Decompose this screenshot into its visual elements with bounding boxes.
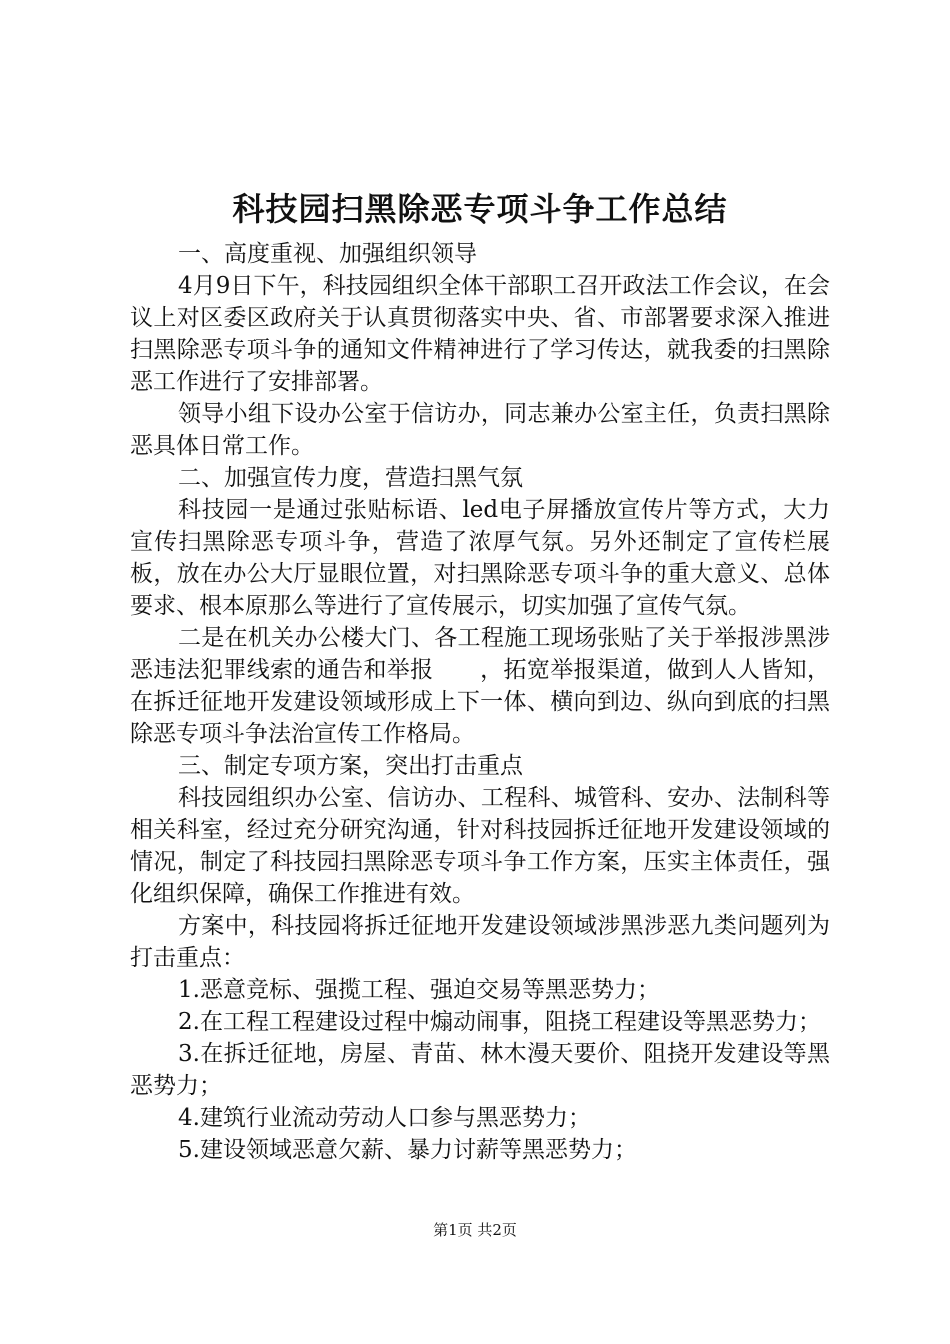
paragraph-focus: 方案中，科技园将拆迁征地开发建设领域涉黑涉恶九类问题列为打击重点： — [130, 913, 830, 971]
page-footer: 第1页 共2页 — [433, 1221, 517, 1239]
paragraph-meeting: 4月9日下午，科技园组织全体干部职工召开政法工作会议，在会议上对区委区政府关于认真贯彻落实中央、省、市部署要求深入推进扫黑除恶专项斗争的通知文件精神进行了学习传达，就我委的扫黑除恶工作进行了安排部署。 — [130, 273, 830, 395]
list-item-2: 2.在工程工程建设过程中煽动闹事，阻挠工程建设等黑恶势力； — [178, 1009, 821, 1035]
paragraph-publicity-2: 二是在机关办公楼大门、各工程施工现场张贴了关于举报涉黑涉恶违法犯罪线索的通告和举报 ，拓宽举报渠道，做到人人皆知，在拆迁征地开发建设领域形成上下一体、横向到边、纵向到底的扫黑除恶专项斗争法治宣传工作格局。 — [130, 625, 830, 747]
section-heading-1: 一、高度重视、加强组织领导 — [178, 241, 477, 267]
list-item-4: 4.建筑行业流动劳动人口参与黑恶势力； — [178, 1105, 591, 1131]
list-item-5: 5.建设领域恶意欠薪、暴力讨薪等黑恶势力； — [178, 1137, 637, 1163]
section-heading-3: 三、制定专项方案，突出打击重点 — [178, 753, 523, 779]
section-heading-2: 二、加强宣传力度，营造扫黑气氛 — [178, 465, 523, 491]
document-title: 科技园扫黑除恶专项斗争工作总结 — [232, 190, 728, 228]
list-item-1: 1.恶意竞标、强揽工程、强迫交易等黑恶势力； — [178, 977, 660, 1003]
list-item-3: 3.在拆迁征地，房屋、青苗、林木漫天要价、阻挠开发建设等黑恶势力； — [130, 1041, 830, 1099]
document-body — [130, 186, 830, 1166]
paragraph-plan: 科技园组织办公室、信访办、工程科、城管科、安办、法制科等相关科室，经过充分研究沟通，针对科技园拆迁征地开发建设领域的情况，制定了科技园扫黑除恶专项斗争工作方案，压实主体责任，强化组织保障，确保工作推进有效。 — [130, 785, 830, 907]
paragraph-publicity-1: 科技园一是通过张贴标语、led电子屏播放宣传片等方式，大力宣传扫黑除恶专项斗争，营造了浓厚气氛。另外还制定了宣传栏展板，放在办公大厅显眼位置，对扫黑除恶专项斗争的重大意义、总体要求、根本原那么等进行了宣传展示，切实加强了宣传气氛。 — [130, 497, 830, 619]
paragraph-office: 领导小组下设办公室于信访办，同志兼办公室主任，负责扫黑除恶具体日常工作。 — [130, 401, 830, 459]
